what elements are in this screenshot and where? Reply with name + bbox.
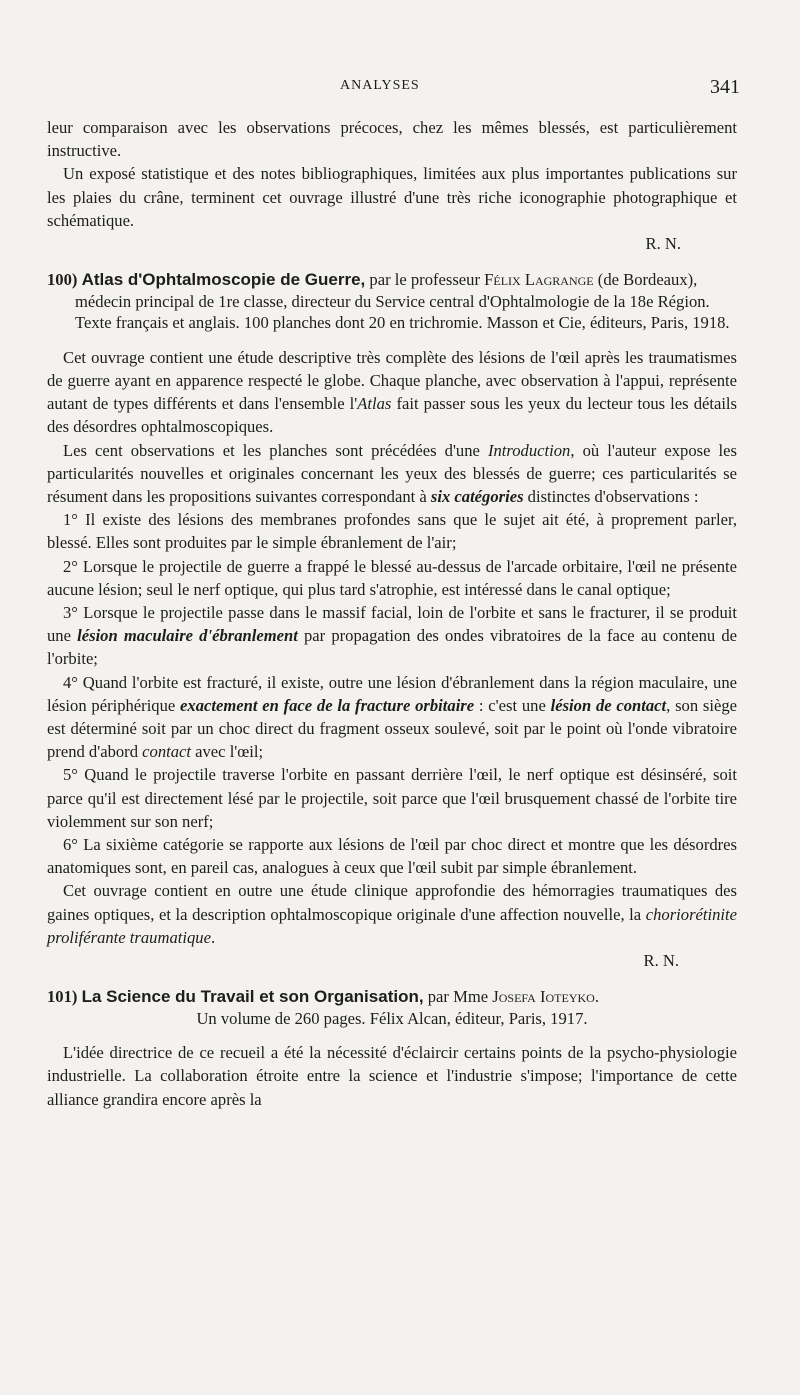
- running-title: ANALYSES: [340, 78, 420, 93]
- text-run: : c'est une: [474, 695, 551, 715]
- category-4: [47, 671, 737, 764]
- text-run: fait passer sous les yeux du lecteur tous les détails des désordres ophtalmoscopiques.: [47, 394, 738, 437]
- category-6: 6° La sixième catégorie se rapporte aux lésions de l'œil par choc direct et montre que les désordres anatomiques sont, en pareil cas, analogues à ceux que l'œil subit par simple ébranlement.: [47, 834, 737, 878]
- entry-details: (de Bordeaux), médecin principal de 1re classe, directeur du Service central d'Ophtalmologie de la 18e Région. Texte français et anglais. 100 planches dont 20 en trichromie. Masson et Cie, éditeurs, Paris, 1918.: [75, 270, 730, 333]
- text-run: Cet ouvrage contient une étude descriptive très complète des lésions de l'œil après les traumatismes de guerre ayant en apparence respecté le globe. Chaque planche, avec observation à l'appui, représente autant de types différents et dans l'ensemble l': [47, 347, 737, 414]
- bold-italic-run: six catégories: [430, 486, 524, 506]
- paragraph-description: [47, 346, 737, 439]
- entry-100-heading: [47, 269, 737, 334]
- text-body: [47, 116, 737, 1111]
- text-run: par propagation des ondes vibratoires de la face au contenu de l'orbite;: [47, 626, 738, 669]
- text-run: , où l'auteur expose les particularités nouvelles et originales concernant les yeux des blessés de guerre; ces particularités se résument dans les propositions suivantes correspondant à: [47, 440, 737, 506]
- text-run: distinctes d'observations :: [523, 486, 699, 506]
- entry-by: par Mme: [427, 987, 489, 1007]
- entry-author: Josefa Ioteyko: [492, 987, 595, 1007]
- category-3: [47, 601, 737, 671]
- text-run: 4° Quand l'orbite est fracturé, il existe, outre une lésion d'ébranlement dans la région maculaire, une lésion périphérique: [47, 672, 737, 715]
- entry-title: Atlas d'Ophtalmoscopie de Guerre,: [81, 270, 366, 290]
- text-run: , son siège est déterminé soit par un choc direct du fragment osseux soulevé, soit par le point où l'onde vibratoire prend d'abord: [47, 695, 738, 762]
- paragraph-statistics: Un exposé statistique et des notes bibliographiques, limitées aux plus importantes publications sur les plaies du crâne, terminent cet ouvrage illustré d'une très riche iconographie photographique et schématique.: [47, 164, 737, 230]
- italic-run: Atlas: [357, 394, 392, 414]
- entry-101-details: Un volume de 260 pages. Félix Alcan, éditeur, Paris, 1917.: [196, 1008, 588, 1028]
- entry-101-heading: [47, 986, 737, 1008]
- signature-initials: R. N.: [643, 951, 679, 970]
- text-run: 3° Lorsque le projectile passe dans le massif facial, loin de l'orbite et sans le fracturer, il se produit une: [47, 602, 737, 646]
- paragraph-introduction: [47, 439, 737, 509]
- paragraph-continuation: leur comparaison avec les observations précoces, chez les mêmes blessés, est particulièrement instructive.: [47, 118, 737, 161]
- entry-number: 101): [47, 987, 78, 1007]
- entry-number: 100): [47, 270, 78, 290]
- category-5: 5° Quand le projectile traverse l'orbite en passant derrière l'œil, le nerf optique est désinséré, soit parce qu'il est directement lésé par le projectile, soit parce que l'œil brusquement chassé de l'orbite tire violemment sur son nerf;: [47, 765, 737, 831]
- text-run: .: [210, 927, 216, 947]
- italic-run: choriorétinite proliférante traumatique: [47, 904, 737, 947]
- page-number: 341: [710, 76, 740, 98]
- entry-by: par le professeur: [369, 270, 480, 290]
- category-2: 2° Lorsque le projectile de guerre a frappé le blessé au-dessus de l'arcade orbitaire, l'œil ne présente aucune lésion; seul le nerf optique, qui plus tard s'atrophie, est intéressé dans le canal optique;: [47, 556, 737, 599]
- category-1: 1° Il existe des lésions des membranes profondes sans que le sujet ait été, à proprement parler, blessé. Elles sont produites par le simple ébranlement de l'air;: [47, 510, 737, 553]
- text-run: Cet ouvrage contient en outre une étude clinique approfondie des hémorragies traumatiques des gaines optiques, et la description ophtalmoscopique originale d'une affection nouvelle, la: [47, 881, 737, 924]
- italic-run: Introduction: [487, 440, 571, 460]
- bold-italic-run: lésion maculaire d'ébranlement: [77, 626, 298, 646]
- italic-run: contact: [142, 742, 191, 762]
- paragraph-clinical: [47, 879, 737, 949]
- bold-italic-run: lésion de contact: [550, 695, 667, 715]
- entry-title: La Science du Travail et son Organisation,: [81, 987, 424, 1007]
- text-run: avec l'œil;: [191, 742, 264, 762]
- text-run: Les cent observations et les planches sont précédées d'une: [63, 440, 488, 460]
- signature-initials: R. N.: [645, 234, 681, 254]
- bold-italic-run: exactement en face de la fracture orbitaire: [180, 695, 475, 715]
- text-run: .: [594, 987, 599, 1007]
- running-header: [0, 76, 800, 100]
- paragraph-industrial: L'idée directrice de ce recueil a été la nécessité d'éclaircir certains points de la psycho-physiologie industrielle. La collaboration étroite entre la science et l'industrie s'impose; l'importance de cette alliance grandira encore après la: [47, 1043, 737, 1109]
- entry-author: Félix Lagrange: [484, 270, 594, 290]
